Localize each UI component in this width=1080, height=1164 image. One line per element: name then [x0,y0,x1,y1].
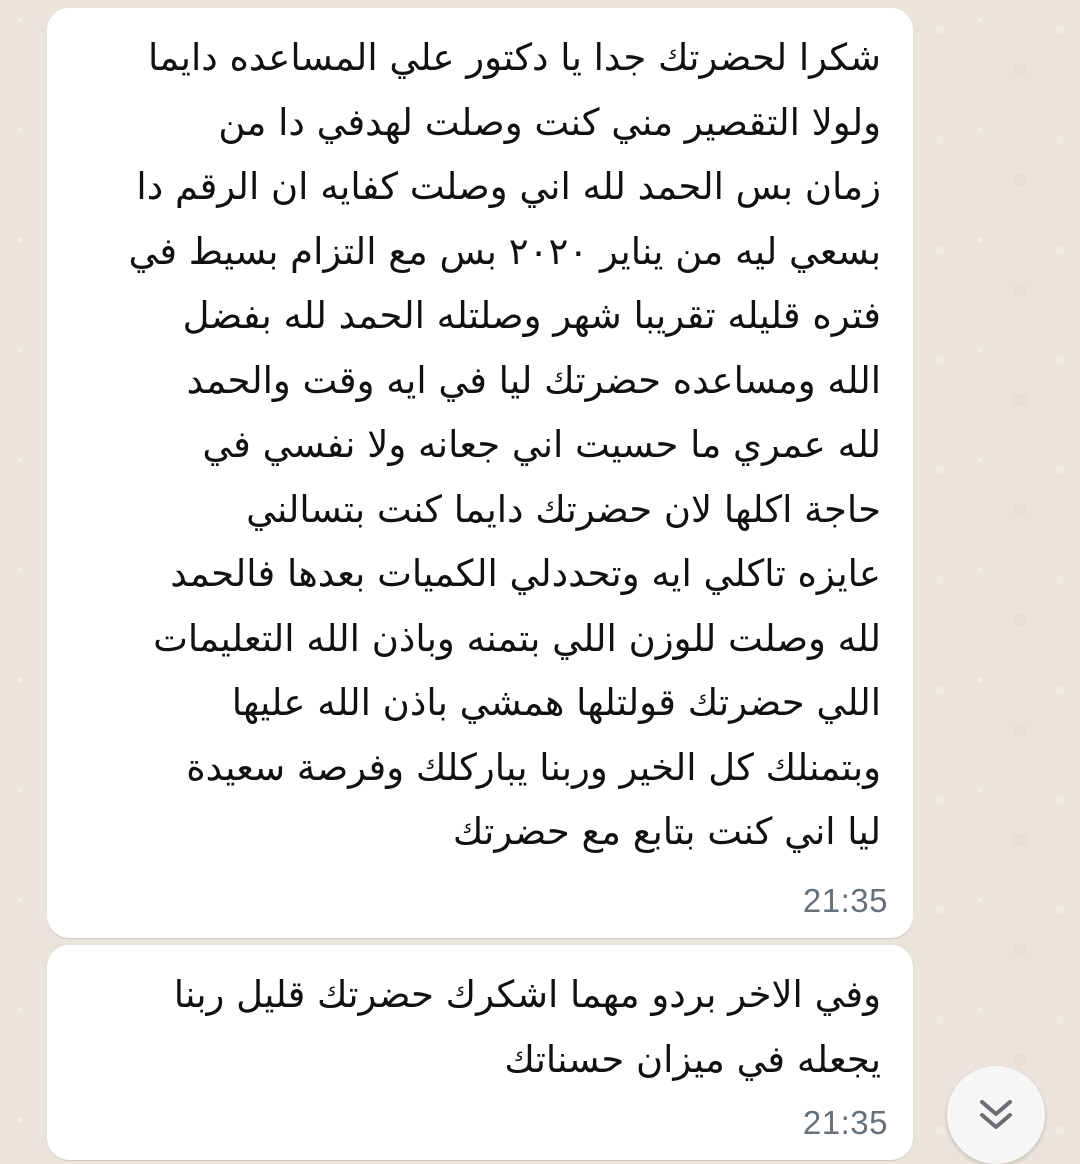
scroll-to-bottom-button[interactable] [947,1066,1045,1164]
incoming-message-bubble[interactable] [47,8,913,938]
message-timestamp: 21:35 [802,882,888,919]
message-timestamp: 21:35 [802,1104,888,1141]
message-text: شكرا لحضرتك جدا يا دكتور علي المساعده دايما ولولا التقصير مني كنت وصلت لهدفي دا من زمان بس الحمد لله اني وصلت كفايه ان الرقم دا بسعي ليه من يناير ٢٠٢٠ بس مع التزام بسيط في فتره قليله تقريبا شهر وصلتله الحمد لله بفضل الله ومساعده حضرتك ليا في ايه وقت والحمد لله عمري ما حسيت اني جعانه ولا نفسي في حاجة اكلها لان حضرتك دايما كنت بتسالني عايزه تاكلي ايه وتحددلي الكميات بعدها فالحمد لله وصلت للوزن اللي بتمنه وباذن الله التعليمات اللي حضرتك قولتلها همشي باذن الله عليها وبتمنلك كل الخير وربنا يباركلك وفرصة سعيدة ليا اني كنت بتابع مع حضرتك [128,36,881,853]
incoming-message-bubble[interactable] [47,945,913,1160]
message-text: وفي الاخر بردو مهما اشكرك حضرتك قليل ربنا يجعله في ميزان حسناتك [173,973,881,1081]
double-chevron-down-icon [977,1098,1015,1132]
